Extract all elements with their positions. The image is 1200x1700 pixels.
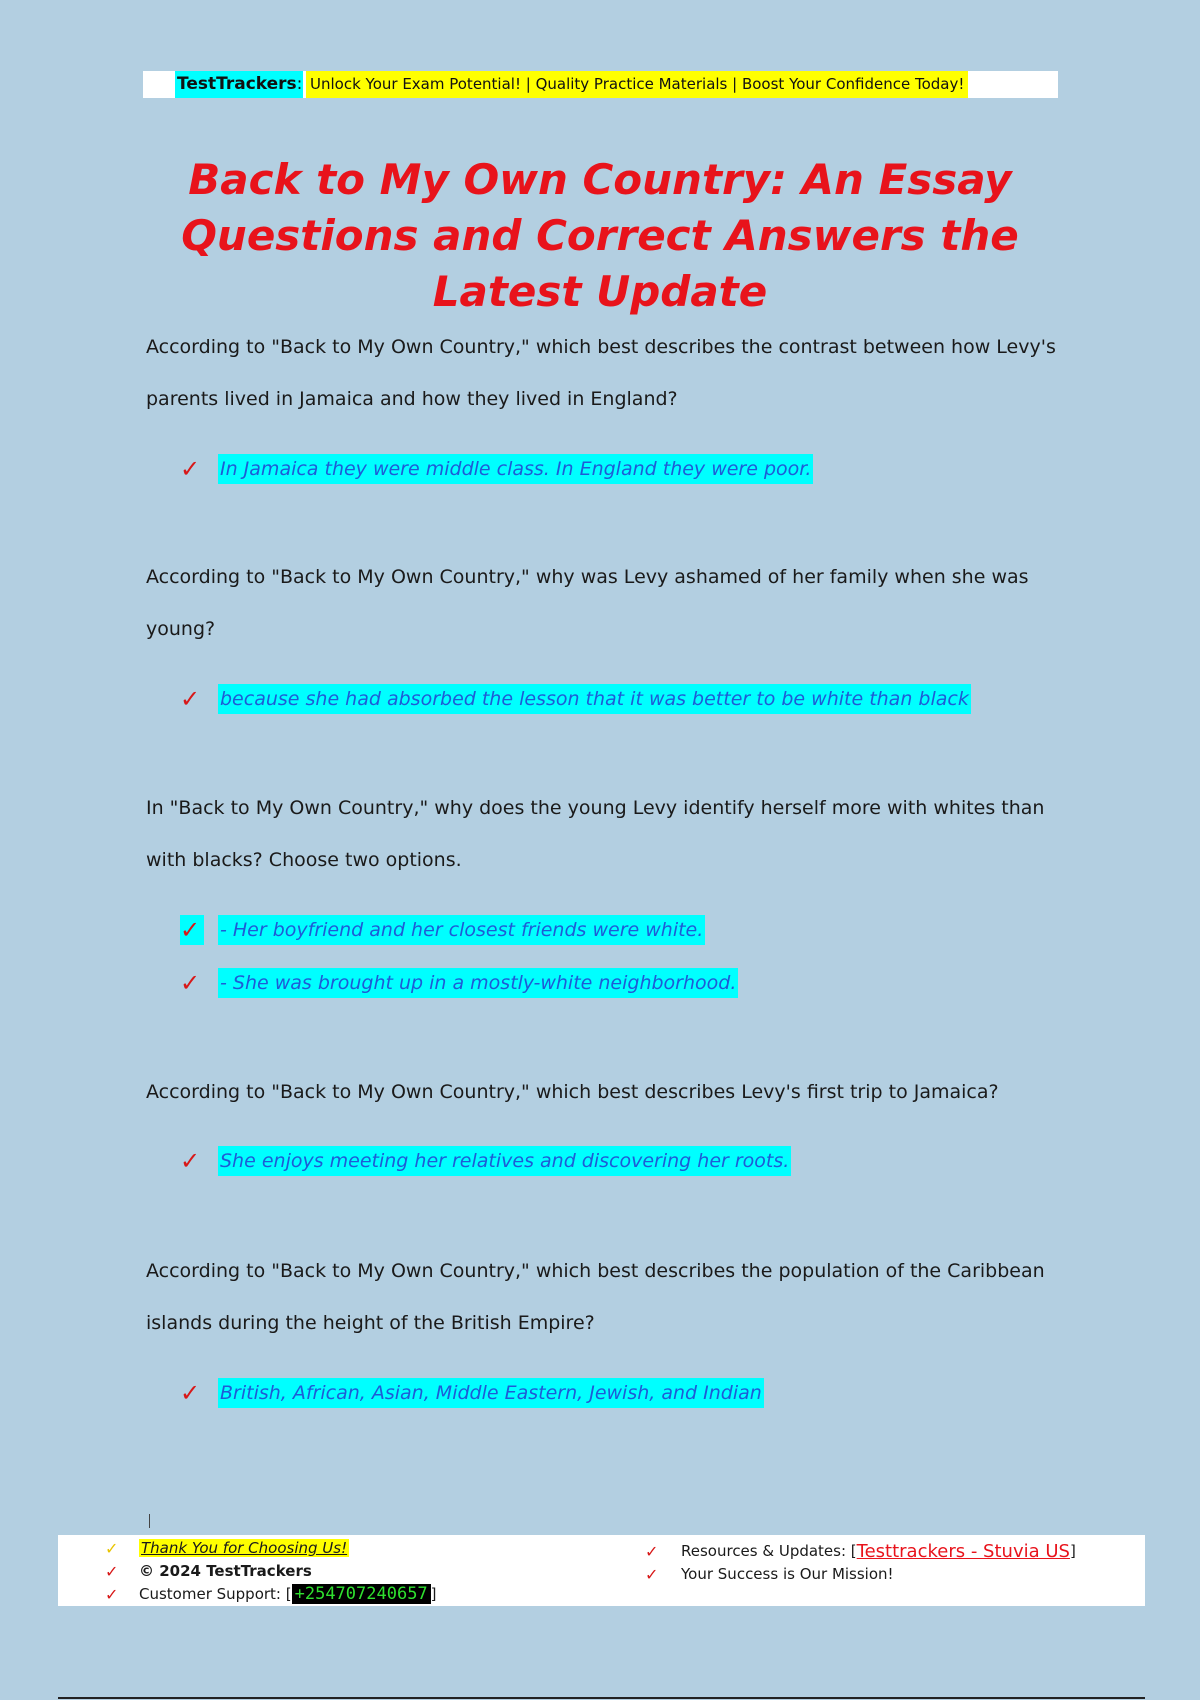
footer-thanks [105,1536,349,1560]
answer-text: because she had absorbed the lesson that it was better to be white than black [218,684,971,714]
check-icon: ✓ [180,969,201,997]
check-icon: ✓ [105,1584,119,1604]
check-icon: ✓ [180,915,204,945]
page-divider [58,1697,1145,1699]
check-icon: ✓ [180,685,201,713]
mission-text: Your Success is Our Mission! [681,1565,894,1583]
check-icon: ✓ [180,1147,201,1175]
question-2: According to "Back to My Own Country," why was Levy ashamed of her family when she was young? [146,566,1029,640]
support-phone[interactable]: +254707240657 [292,1584,431,1604]
resources-link[interactable]: Testtrackers - Stuvia US [856,1540,1070,1562]
check-icon: ✓ [105,1561,119,1581]
answer-3a [180,915,705,945]
copyright-text: © 2024 TestTrackers [139,1562,312,1580]
support-label: Customer Support: [ [139,1585,292,1603]
check-icon: ✓ [180,1379,201,1407]
footer-mission [645,1562,894,1586]
resources-label: Resources & Updates: [ [681,1542,857,1560]
answer-2 [180,684,971,714]
brand-name: TestTrackers: [175,71,303,98]
header-banner [143,71,1058,98]
check-icon: ✓ [645,1541,659,1561]
support-close: ] [430,1585,437,1603]
answer-text: She enjoys meeting her relatives and discovering her roots. [218,1146,791,1176]
text-cursor [149,1514,150,1528]
answer-text: In Jamaica they were middle class. In England they were poor. [218,454,813,484]
footer-resources [645,1539,1076,1563]
answer-text: British, African, Asian, Middle Eastern, Jewish, and Indian [218,1378,764,1408]
footer-support [105,1582,437,1606]
header-tagline: Unlock Your Exam Potential! | Quality Practice Materials | Boost Your Confidence Today! [306,71,968,98]
answer-text: - She was brought up in a mostly-white neighborhood. [218,968,738,998]
footer [58,1535,1145,1606]
answer-5 [180,1378,764,1408]
thanks-text: Thank You for Choosing Us! [141,1539,348,1557]
question-5: According to "Back to My Own Country," which best describes the population of the Caribbean islands during the height of the British Empire? [146,1260,1045,1334]
answer-4 [180,1146,791,1176]
check-icon: ✓ [180,455,201,483]
document-title: Back to My Own Country: An Essay Questions and Correct Answers the Latest Update [181,155,1019,316]
answer-3b [180,968,738,998]
question-4: According to "Back to My Own Country," which best describes Levy's first trip to Jamaica? [146,1081,999,1103]
resources-close: ] [1069,1542,1076,1560]
answer-text: - Her boyfriend and her closest friends were white. [218,915,705,945]
check-icon: ✓ [645,1564,659,1584]
footer-copyright [105,1559,312,1583]
question-1: According to "Back to My Own Country," which best describes the contrast between how Levy's parents lived in Jamaica and how they lived in England? [146,336,1056,410]
question-3: In "Back to My Own Country," why does the young Levy identify herself more with whites than with blacks? Choose two options. [146,797,1045,871]
answer-1 [180,454,813,484]
check-icon: ✓ [105,1538,119,1558]
